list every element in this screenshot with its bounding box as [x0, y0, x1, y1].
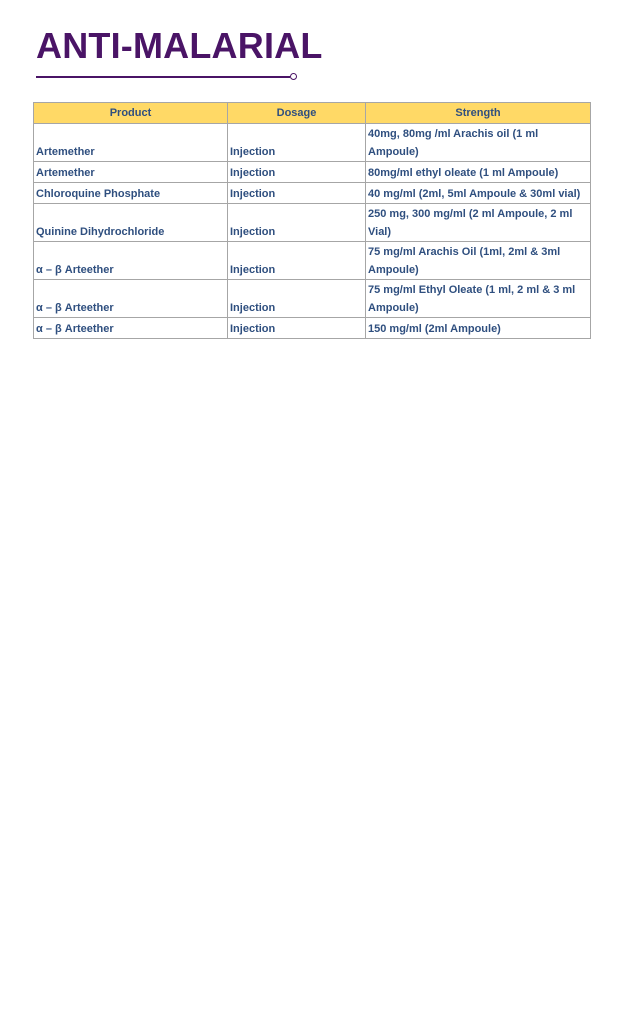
dosage-cell: Injection	[228, 204, 366, 242]
strength-cell: 250 mg, 300 mg/ml (2 ml Ampoule, 2 ml Vial)	[366, 204, 591, 242]
table-row	[34, 124, 591, 162]
table-row	[34, 162, 591, 183]
product-cell: α – β Arteether	[34, 242, 228, 280]
strength-cell: 75 mg/ml Arachis Oil (1ml, 2ml & 3ml Ampoule)	[366, 242, 591, 280]
product-cell: Chloroquine Phosphate	[34, 183, 228, 204]
strength-cell: 150 mg/ml (2ml Ampoule)	[366, 318, 591, 339]
dosage-cell: Injection	[228, 183, 366, 204]
strength-cell: 75 mg/ml Ethyl Oleate (1 ml, 2 ml & 3 ml Ampoule)	[366, 280, 591, 318]
table-row	[34, 318, 591, 339]
dosage-cell: Injection	[228, 318, 366, 339]
column-header-dosage: Dosage	[228, 103, 366, 124]
dosage-cell: Injection	[228, 280, 366, 318]
title-underline	[36, 76, 290, 78]
product-cell: Artemether	[34, 124, 228, 162]
product-cell: α – β Arteether	[34, 318, 228, 339]
table-header-row	[34, 103, 591, 124]
table-row	[34, 204, 591, 242]
product-cell: α – β Arteether	[34, 280, 228, 318]
dosage-cell: Injection	[228, 124, 366, 162]
product-cell: Quinine Dihydrochloride	[34, 204, 228, 242]
page-title: ANTI-MALARIAL	[36, 25, 323, 66]
underline-end-dot	[290, 73, 297, 80]
strength-cell: 40mg, 80mg /ml Arachis oil (1 ml Ampoule)	[366, 124, 591, 162]
column-header-strength: Strength	[366, 103, 591, 124]
table-row	[34, 280, 591, 318]
strength-cell: 40 mg/ml (2ml, 5ml Ampoule & 30ml vial)	[366, 183, 591, 204]
table-row	[34, 183, 591, 204]
column-header-product: Product	[34, 103, 228, 124]
dosage-cell: Injection	[228, 162, 366, 183]
dosage-cell: Injection	[228, 242, 366, 280]
product-cell: Artemether	[34, 162, 228, 183]
table-row	[34, 242, 591, 280]
strength-cell: 80mg/ml ethyl oleate (1 ml Ampoule)	[366, 162, 591, 183]
product-table	[33, 102, 591, 339]
